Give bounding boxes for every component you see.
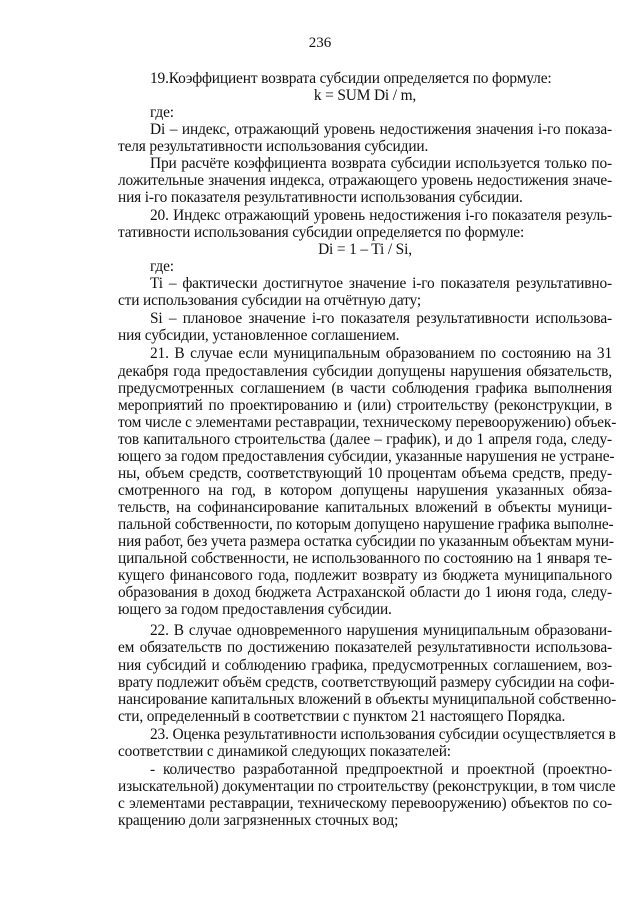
text-line: пальной собственности, по которым допущено нарушение графика выполне-	[118, 516, 614, 533]
text-line: предусмотренных соглашением (в части соблюдения графика выполнения	[118, 380, 612, 397]
text-line: - количество разработанной предпроектной и проектной (проектно-	[150, 761, 612, 778]
text-line: тельств, на софинансирование капитальных вложений в объекты муници-	[118, 499, 612, 516]
text-line: 19.Коэффициент возврата субсидии определяется по формуле:	[150, 70, 552, 87]
page-number: 236	[308, 35, 332, 51]
text-line: соответствии с динамикой следующих показателей:	[118, 743, 451, 760]
text-line: теля результативности использования субсидии.	[118, 138, 429, 155]
text-line: При расчёте коэффициента возврата субсидии используется только по-	[150, 155, 612, 172]
text-line: 22. В случае одновременного нарушения муниципальным образовани-	[150, 622, 612, 639]
text-line: Di = 1 – Ti / Si,	[318, 241, 412, 258]
text-line: Si – плановое значение i-го показателя результативности использова-	[150, 310, 612, 327]
text-line: ципальной собственности, не использованного по состоянию на 1 января те-	[118, 550, 612, 567]
text-line: где:	[150, 104, 174, 121]
text-line: нансирование капитальных вложений в объекты муниципальной собственно-	[118, 691, 617, 708]
text-line: образования в доход бюджета Астраханской области до 1 июня года, следу-	[118, 584, 612, 601]
text-line: 23. Оценка результативности использования субсидии осуществляется в	[150, 726, 616, 743]
text-line: мероприятий по проектированию и (или) строительству (реконструкции, в	[118, 397, 612, 414]
text-line: ем обязательств по достижению показателей результативности использова-	[118, 639, 612, 656]
text-line: врату подлежит объём средств, соответствующий размеру субсидии на софи-	[118, 674, 615, 691]
text-line: кущего финансового года, подлежит возврату из бюджета муниципального	[118, 567, 612, 584]
text-line: ющего за годом предоставления субсидии.	[118, 601, 392, 618]
text-line: Ti – фактически достигнутое значение i-го показателя результативно-	[150, 275, 612, 292]
text-line: тативности использования субсидии определяется по формуле:	[118, 224, 525, 241]
text-line: ния i-го показателя результативности использования субсидии.	[118, 189, 523, 206]
text-line: 21. В случае если муниципальным образованием по состоянию на 31	[150, 345, 612, 362]
text-line: ны, объем средств, соответствующий 10 процентам объема средств, преду-	[118, 465, 612, 482]
text-line: том числе с элементами реставрации, техническому перевооружению) объек-	[118, 414, 617, 431]
text-line: k = SUM Di / m,	[313, 87, 417, 104]
text-line: ющего за годом предоставления субсидии, указанные нарушения не устране-	[118, 448, 615, 465]
text-line: ния субсидий и соблюдению графика, предусмотренных соглашением, воз-	[118, 657, 612, 674]
text-line: декабря года предоставления субсидии допущены нарушения обязательств,	[118, 363, 612, 380]
text-line: 20. Индекс отражающий уровень недостижения i-го показателя резуль-	[150, 207, 612, 224]
text-line: смотренного на год, в котором допущены нарушения указанных обяза-	[118, 482, 612, 499]
text-line: сти использования субсидии на отчётную дату;	[118, 292, 421, 309]
text-line: сти, определенный в соответствии с пунктом 21 настоящего Порядка.	[118, 708, 566, 725]
text-line: кращению доли загрязненных сточных вод;	[118, 812, 399, 829]
text-line: ния работ, без учета размера остатка субсидии по указанным объектам муни-	[118, 533, 614, 550]
text-line: ложительные значения индекса, отражающего уровень недостижения значе-	[118, 172, 612, 189]
text-line: изыскательной) документации по строительству (реконструкции, в том числе	[118, 778, 616, 795]
text-line: ния субсидии, установленное соглашением.	[118, 327, 400, 344]
text-line: где:	[150, 258, 174, 275]
text-line: с элементами реставрации, техническому перевооружению) объектов по со-	[118, 795, 612, 812]
text-line: Di – индекс, отражающий уровень недостижения значения i-го показа-	[150, 121, 612, 138]
text-line: тов капитального строительства (далее – график), и до 1 апреля года, следу-	[118, 431, 612, 448]
